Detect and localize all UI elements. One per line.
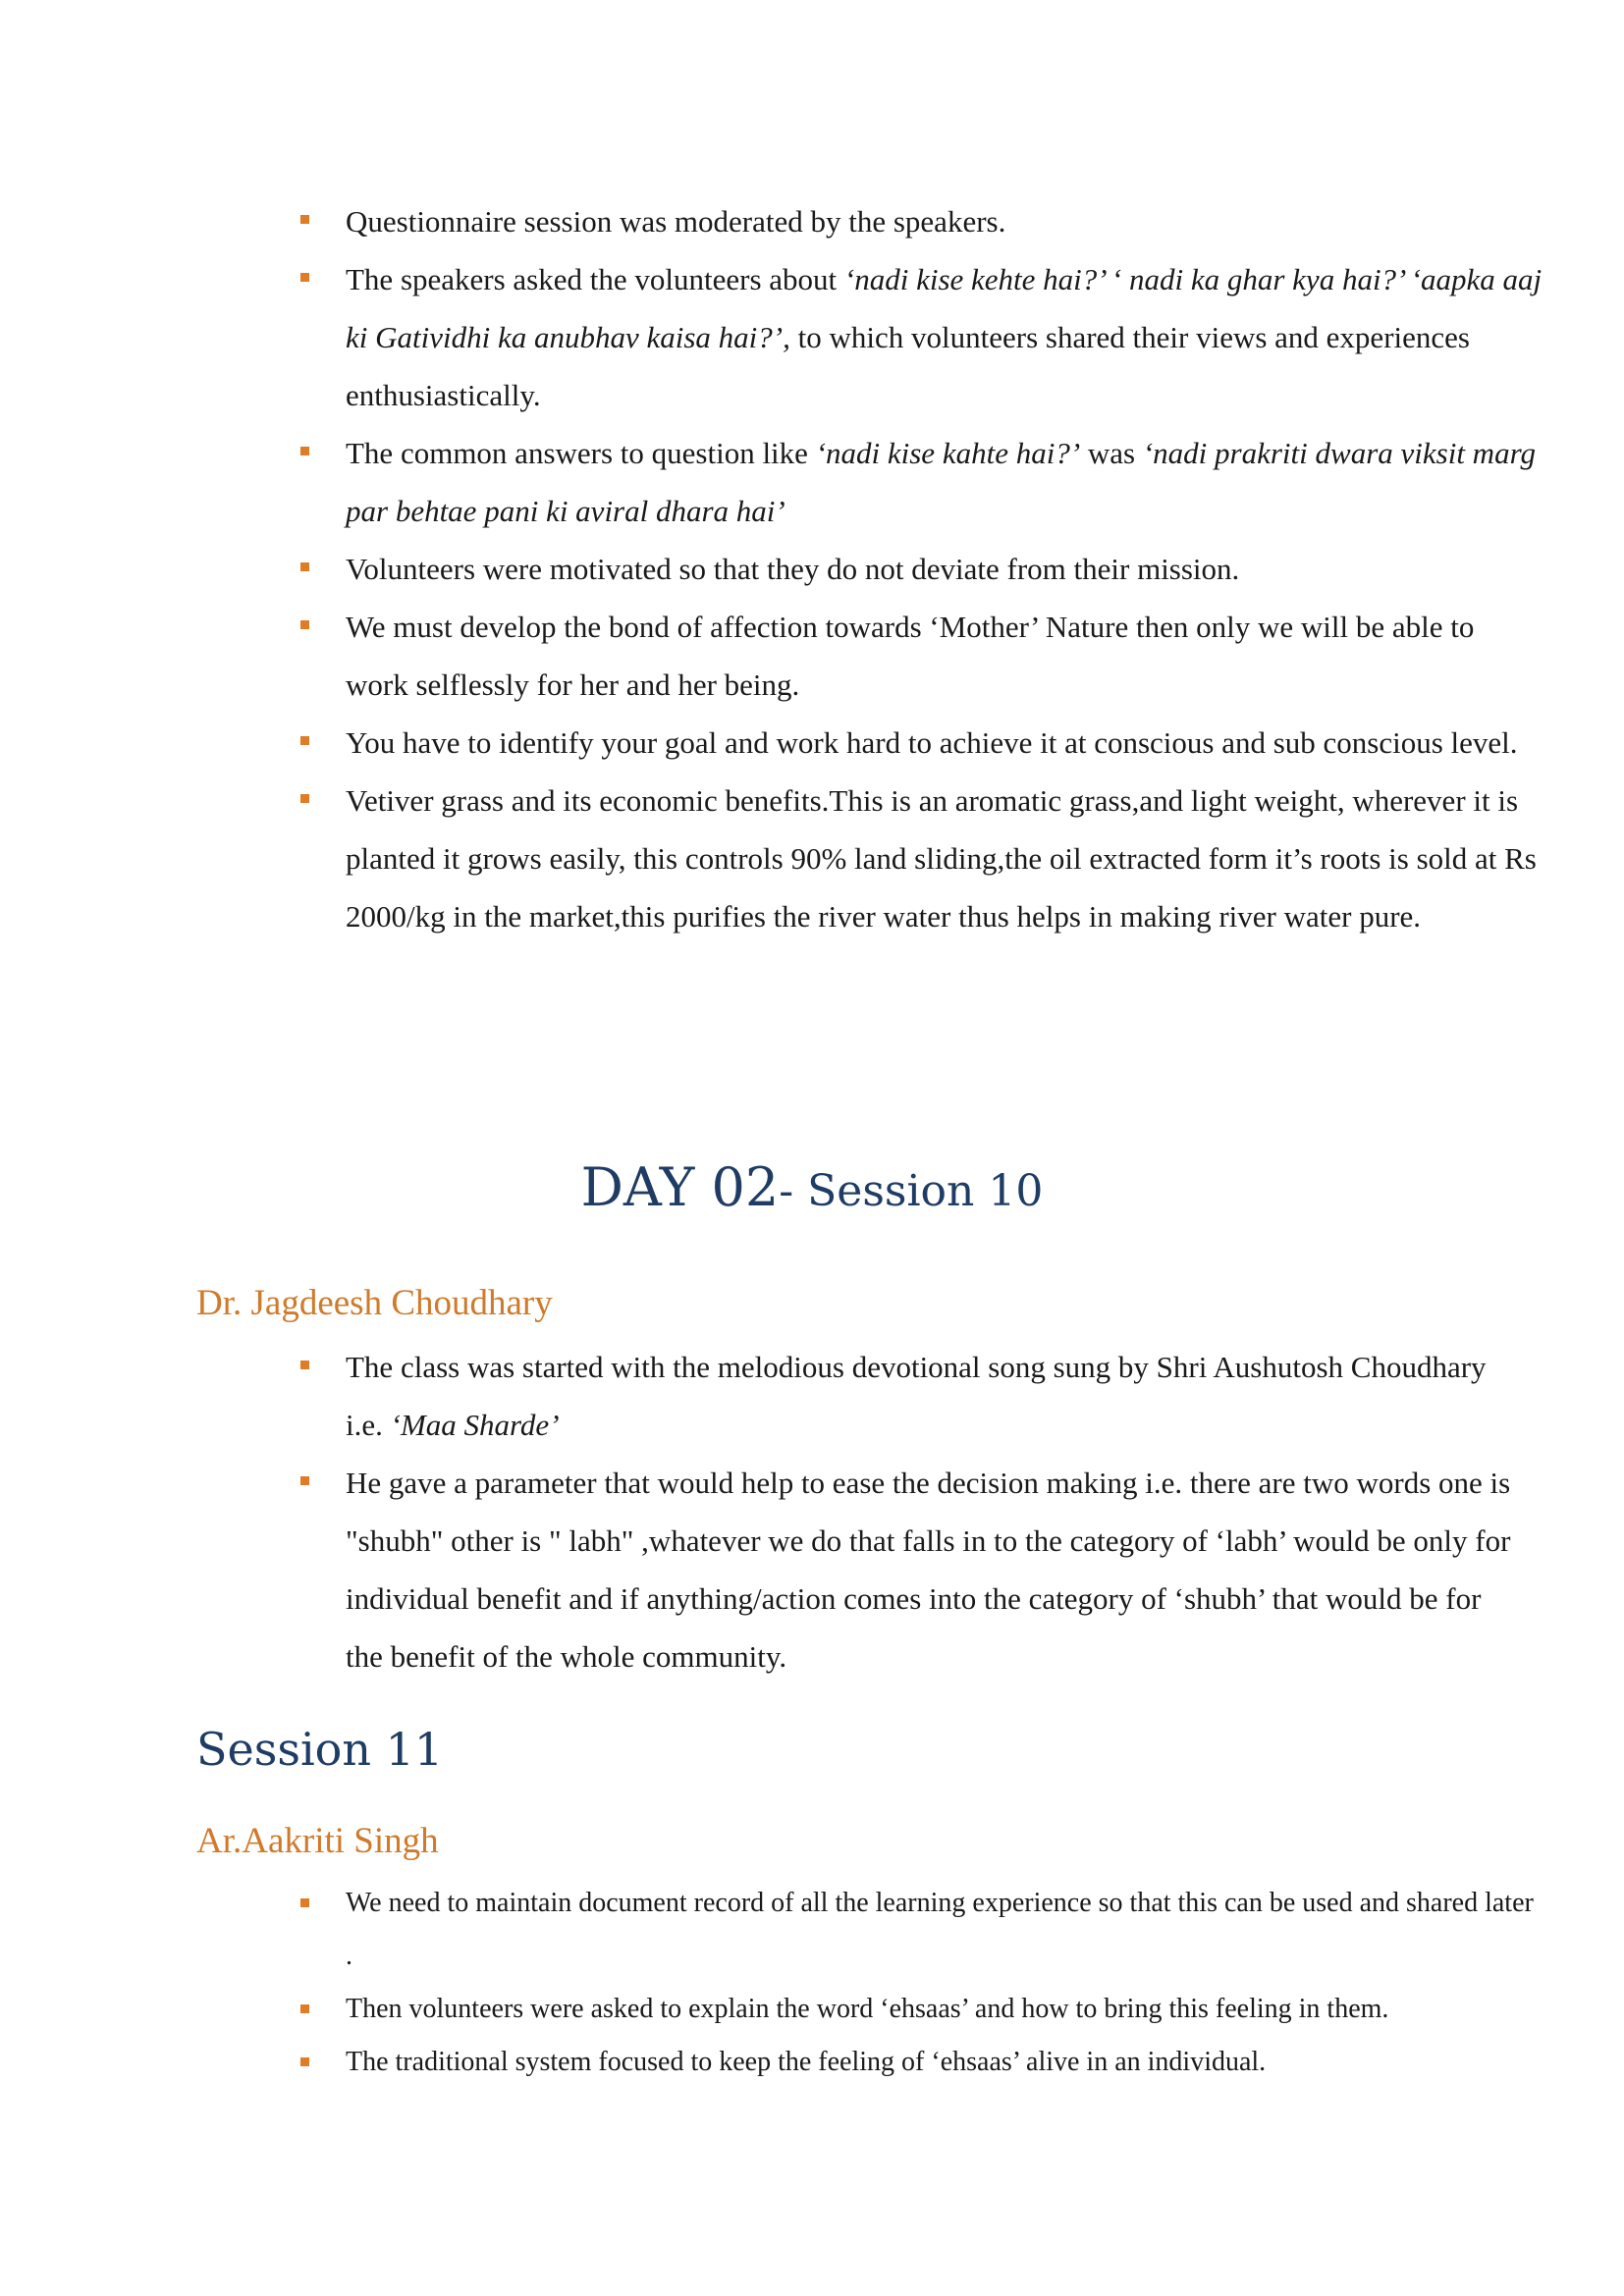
list-item-text: to which volunteers shared their views and experiences enthusiastically. [346, 320, 1470, 412]
list-item-text: He gave a parameter that would help to ease the decision making i.e. there are two words one is "shubh" other is " labh" ,whatever we do that falls in to the category of ‘labh’ would be only for individual benefit and if anything/action comes into the category of ‘shubh’ that would be for the benefit of the whole community. [346, 1466, 1511, 1674]
speaker-name-2: Ar.Aakriti Singh [196, 1821, 439, 1861]
speaker2-bullet-list [346, 1877, 1543, 2089]
italic-quote-text: ‘Maa Sharde’ [390, 1408, 560, 1442]
italic-quote-text: ‘nadi prakriti dwara viksit marg par behtae pani ki aviral dhara hai’ [346, 436, 1536, 528]
bullet-square-icon [300, 794, 309, 803]
italic-quote-text: ‘nadi kise kehte hai?’ ‘ nadi ka ghar kya hai?’ ‘aapka aaj ki Gatividhi ka anubhav kaisa hai?’, [346, 262, 1543, 354]
list-item-text: The traditional system focused to keep the feeling of ‘ehsaas’ alive in an individual. [346, 2047, 1267, 2077]
day-heading-main: DAY 02 [580, 1156, 780, 1218]
list-item [346, 598, 1543, 714]
day-heading-sub: - Session 10 [779, 1166, 1044, 1216]
list-item [346, 1983, 1543, 2036]
bullet-square-icon [300, 1361, 309, 1369]
list-item [346, 2036, 1543, 2089]
list-item [346, 192, 1543, 250]
speaker-name-1: Dr. Jagdeesh Choudhary [196, 1283, 553, 1323]
bullet-square-icon [300, 215, 309, 224]
italic-quote-text: ‘nadi kise kahte hai?’ [815, 436, 1081, 470]
list-item-text: You have to identify your goal and work hard to achieve it at conscious and sub conscious level. [346, 725, 1518, 760]
bullet-square-icon [300, 1476, 309, 1485]
bullet-square-icon [300, 273, 309, 282]
list-item [346, 1877, 1543, 1983]
list-item [346, 714, 1543, 772]
intro-bullet-list [346, 192, 1543, 945]
bullet-square-icon [300, 447, 309, 455]
list-item [346, 1454, 1524, 1685]
list-item-text: The class was started with the melodious devotional song sung by Shri Aushutosh Choudhary i.e. [346, 1350, 1487, 1442]
list-item [346, 424, 1543, 540]
list-item-text: The speakers asked the volunteers about [346, 262, 844, 296]
day-heading [0, 1156, 1624, 1218]
list-item-text: Then volunteers were asked to explain the word ‘ehsaas’ and how to bring this feeling in them. [346, 1994, 1389, 2024]
bullet-square-icon [300, 2004, 309, 2013]
list-item [346, 1338, 1524, 1454]
list-item [346, 540, 1543, 598]
list-item-text: Volunteers were motivated so that they do not deviate from their mission. [346, 552, 1240, 586]
bullet-square-icon [300, 2057, 309, 2066]
list-item [346, 250, 1543, 424]
list-item-text: Vetiver grass and its economic benefits.This is an aromatic grass,and light weight, wherever it is planted it grows easily, this controls 90% land sliding,the oil extracted form it’s roots is sold at Rs 2000/kg in the market,this purifies the river water thus helps in making river water pure. [346, 783, 1537, 934]
list-item-text: was [1080, 436, 1143, 470]
list-item-text: Questionnaire session was moderated by the speakers. [346, 204, 1006, 239]
list-item [346, 772, 1543, 945]
bullet-square-icon [300, 620, 309, 629]
bullet-square-icon [300, 736, 309, 745]
session-11-heading: Session 11 [196, 1723, 444, 1776]
bullet-square-icon [300, 1898, 309, 1907]
speaker1-bullet-list [346, 1338, 1524, 1685]
bullet-square-icon [300, 562, 309, 571]
list-item-text: We must develop the bond of affection towards ‘Mother’ Nature then only we will be able to work selflessly for her and her being. [346, 610, 1475, 702]
list-item-text: The common answers to question like [346, 436, 816, 470]
list-item-text: We need to maintain document record of all the learning experience so that this can be used and shared later . [346, 1888, 1534, 1971]
